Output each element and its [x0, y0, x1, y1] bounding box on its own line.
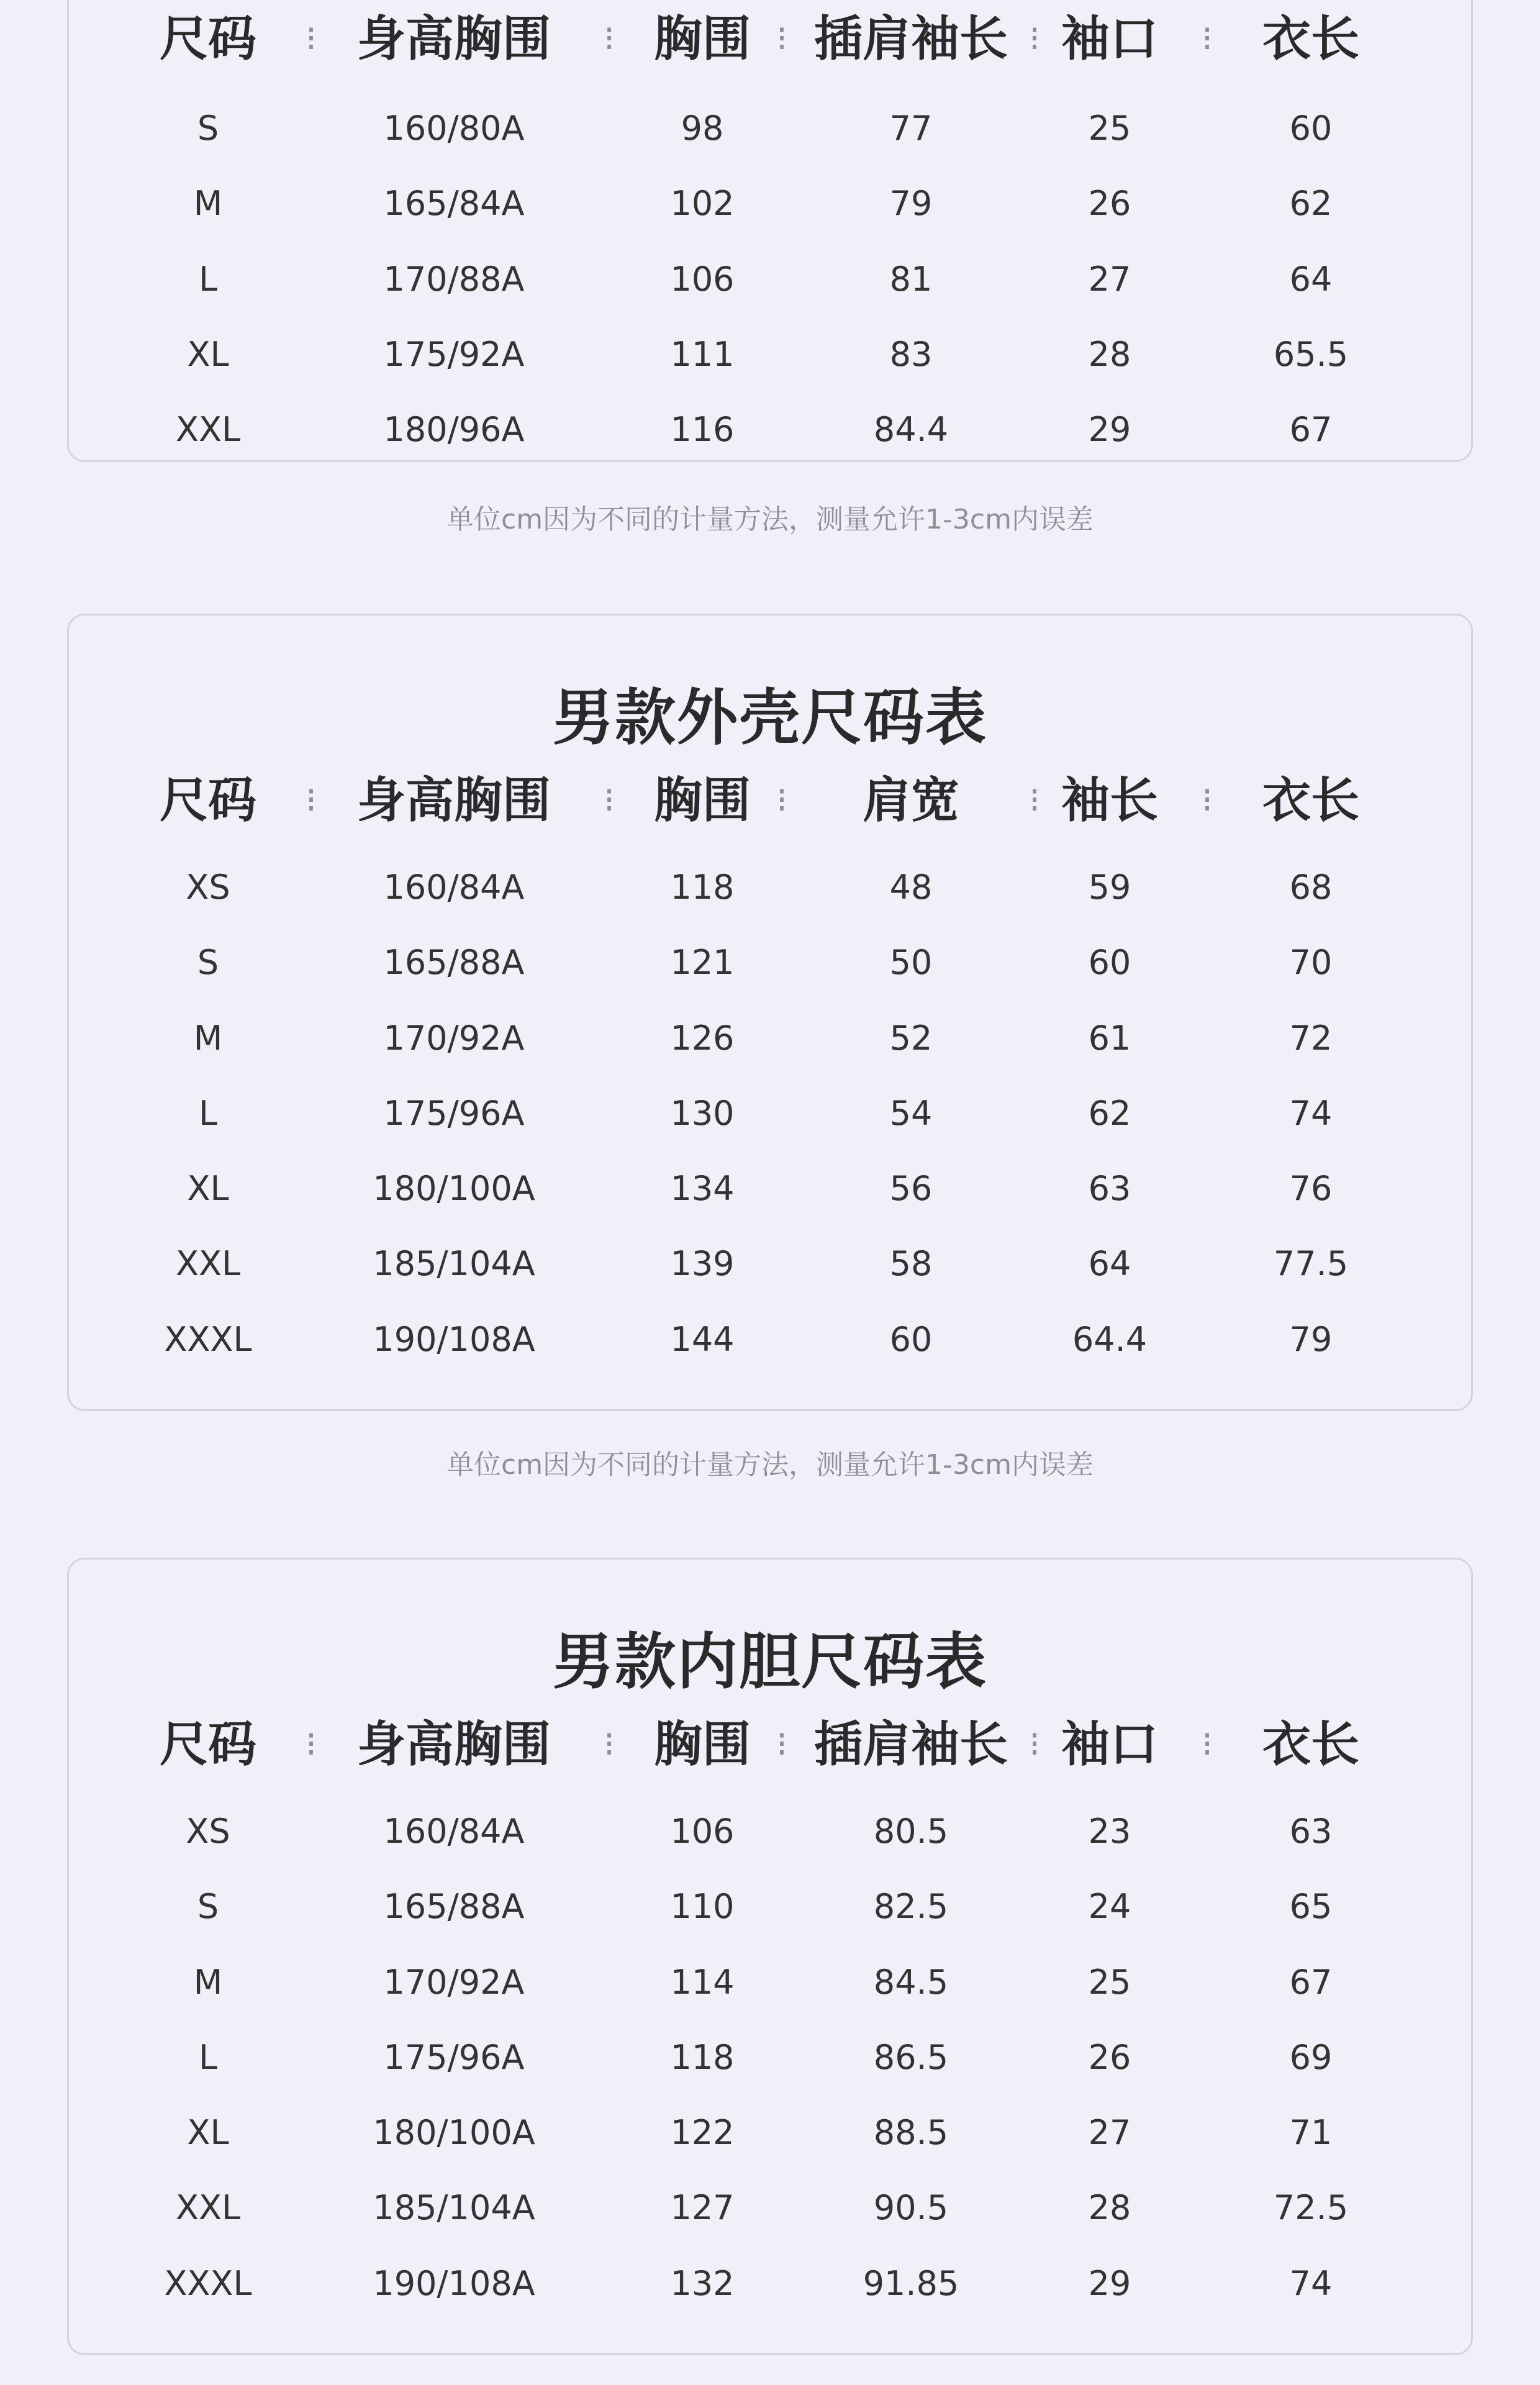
- header-divider: ⁝: [776, 1724, 787, 1765]
- table-cell: 65: [1289, 1887, 1333, 1927]
- table-body: [69, 850, 1471, 1377]
- header-height-chest: 身高胸围: [356, 1717, 551, 1773]
- table-cell: 56: [889, 1169, 933, 1209]
- table-cell: L: [198, 259, 218, 299]
- table-cell: S: [197, 1887, 219, 1927]
- table-cell: 114: [670, 1962, 735, 2002]
- header-chest: 胸围: [653, 773, 751, 829]
- table-cell: 170/88A: [383, 259, 525, 299]
- table-cell: 69: [1289, 2037, 1333, 2077]
- header-chest: 胸围: [653, 11, 751, 67]
- table-cell: 29: [1088, 2263, 1131, 2303]
- table-cell: 116: [670, 410, 735, 450]
- table-cell: 110: [670, 1887, 735, 1927]
- header-shoulder: 肩宽: [862, 773, 960, 829]
- header-size: 尺码: [159, 1717, 257, 1773]
- table-cell: 58: [889, 1244, 933, 1284]
- table-cell: 134: [670, 1169, 735, 1209]
- header-height-chest: 身高胸围: [356, 773, 551, 829]
- table-cell: 71: [1289, 2113, 1333, 2153]
- table-cell: 121: [670, 943, 735, 983]
- table-cell: XXL: [175, 2188, 241, 2228]
- table-cell: 48: [889, 868, 933, 907]
- table-row: [69, 1794, 1471, 1869]
- table-cell: 130: [670, 1093, 735, 1133]
- table-cell: 63: [1289, 1812, 1333, 1851]
- header-height-chest: 身高胸围: [356, 11, 551, 67]
- table-cell: 67: [1289, 1962, 1333, 2002]
- table-cell: XXXL: [164, 2263, 252, 2303]
- table-row: [69, 1001, 1471, 1076]
- header-size: 尺码: [159, 773, 257, 829]
- table-cell: 28: [1088, 2188, 1131, 2228]
- table-cell: 190/108A: [373, 1319, 535, 1359]
- table-cell: 84.4: [873, 410, 949, 450]
- table-cell: 170/92A: [383, 1962, 525, 2002]
- table-cell: XL: [187, 334, 229, 374]
- header-divider: ⁝: [1029, 1724, 1040, 1765]
- table-cell: 175/96A: [383, 1093, 525, 1133]
- header-raglan-sleeve: 插肩袖长: [813, 11, 1008, 67]
- table-body: [69, 91, 1471, 467]
- table-cell: 118: [670, 2037, 735, 2077]
- table-cell: 180/100A: [373, 1169, 535, 1209]
- table-cell: XXL: [175, 1244, 241, 1284]
- header-divider: ⁝: [1202, 780, 1213, 820]
- table-cell: 67: [1289, 410, 1333, 450]
- table-cell: 126: [670, 1018, 735, 1058]
- header-divider: ⁝: [1029, 19, 1040, 59]
- header-divider: ⁝: [306, 1724, 317, 1765]
- table-cell: 175/92A: [383, 334, 525, 374]
- table-cell: 27: [1088, 259, 1131, 299]
- table-cell: XXL: [175, 410, 241, 450]
- table-cell: XL: [187, 2113, 229, 2153]
- table-cell: 86.5: [873, 2037, 949, 2077]
- header-length: 衣长: [1262, 11, 1360, 67]
- table-row: [69, 850, 1471, 925]
- table-cell: 59: [1088, 868, 1131, 907]
- table-cell: 52: [889, 1018, 933, 1058]
- table-cell: 132: [670, 2263, 735, 2303]
- table-cell: 84.5: [873, 1962, 949, 2002]
- table-row: [69, 2246, 1471, 2321]
- table-cell: 64: [1289, 259, 1333, 299]
- size-table-card-1: [67, 0, 1473, 462]
- size-table-card-2: [67, 614, 1473, 1411]
- table-cell: 62: [1088, 1093, 1131, 1133]
- table-cell: 170/92A: [383, 1018, 525, 1058]
- table-cell: 54: [889, 1093, 933, 1133]
- table-row: [69, 166, 1471, 241]
- table-cell: 25: [1088, 109, 1131, 148]
- table-cell: 185/104A: [373, 2188, 535, 2228]
- table-row: [69, 1226, 1471, 1301]
- table-cell: 118: [670, 868, 735, 907]
- table-title: 男款内胆尺码表: [552, 1627, 987, 1697]
- table-cell: XXXL: [164, 1319, 252, 1359]
- table-cell: 25: [1088, 1962, 1131, 2002]
- table-cell: 72.5: [1273, 2188, 1349, 2228]
- table-row: [69, 2170, 1471, 2245]
- table-row: [69, 242, 1471, 317]
- table-cell: 50: [889, 943, 933, 983]
- table-cell: 165/88A: [383, 943, 525, 983]
- header-length: 衣长: [1262, 773, 1360, 829]
- table-cell: 102: [670, 184, 735, 224]
- table-cell: 106: [670, 1812, 735, 1851]
- header-cuff: 袖口: [1061, 1717, 1159, 1773]
- table-cell: M: [193, 1962, 223, 2002]
- table-cell: 98: [681, 109, 724, 148]
- table-title: 男款外壳尺码表: [552, 683, 987, 753]
- table-row: [69, 1302, 1471, 1377]
- table-cell: 65.5: [1273, 334, 1349, 374]
- table-cell: L: [198, 2037, 218, 2077]
- header-divider: ⁝: [1029, 780, 1040, 820]
- table-cell: 81: [889, 259, 933, 299]
- table-header-row: [69, 2, 1471, 76]
- table-cell: 62: [1289, 184, 1333, 224]
- table-cell: 26: [1088, 2037, 1131, 2077]
- table-cell: XS: [186, 1812, 230, 1851]
- header-divider: ⁝: [306, 19, 317, 59]
- table-cell: 160/84A: [383, 868, 525, 907]
- table-cell: 23: [1088, 1812, 1131, 1851]
- table-cell: 180/96A: [383, 410, 525, 450]
- table-cell: 29: [1088, 410, 1131, 450]
- table-cell: 77: [889, 109, 933, 148]
- table-row: [69, 925, 1471, 1000]
- table-row: [69, 91, 1471, 166]
- size-table-card-3: [67, 1558, 1473, 2355]
- header-divider: ⁝: [604, 19, 615, 59]
- table-cell: 74: [1289, 1093, 1333, 1133]
- header-divider: ⁝: [1202, 19, 1213, 59]
- table-cell: 91.85: [863, 2263, 959, 2303]
- table-cell: 82.5: [873, 1887, 949, 1927]
- table-body: [69, 1794, 1471, 2321]
- table-cell: 76: [1289, 1169, 1333, 1209]
- table-cell: XL: [187, 1169, 229, 1209]
- header-raglan-sleeve: 插肩袖长: [813, 1717, 1008, 1773]
- table-cell: 122: [670, 2113, 735, 2153]
- header-divider: ⁝: [776, 780, 787, 820]
- table-header-row: [69, 1707, 1471, 1782]
- table-cell: 60: [1289, 109, 1333, 148]
- table-cell: 77.5: [1273, 1244, 1349, 1284]
- table-cell: 160/84A: [383, 1812, 525, 1851]
- header-size: 尺码: [159, 11, 257, 67]
- header-divider: ⁝: [604, 780, 615, 820]
- table-cell: 160/80A: [383, 109, 525, 148]
- table-cell: 26: [1088, 184, 1131, 224]
- table-cell: M: [193, 1018, 223, 1058]
- header-divider: ⁝: [306, 780, 317, 820]
- table-cell: 64.4: [1072, 1319, 1148, 1359]
- table-row: [69, 392, 1471, 467]
- table-cell: 79: [889, 184, 933, 224]
- header-cuff: 袖口: [1061, 11, 1159, 67]
- table-cell: M: [193, 184, 223, 224]
- table-row: [69, 1076, 1471, 1151]
- table-cell: 127: [670, 2188, 735, 2228]
- table-cell: 190/108A: [373, 2263, 535, 2303]
- table-cell: 90.5: [873, 2188, 949, 2228]
- table-cell: 83: [889, 334, 933, 374]
- table-cell: 24: [1088, 1887, 1131, 1927]
- table-cell: 139: [670, 1244, 735, 1284]
- table-cell: 28: [1088, 334, 1131, 374]
- table-cell: 70: [1289, 943, 1333, 983]
- table-cell: 74: [1289, 2263, 1333, 2303]
- table-row: [69, 317, 1471, 392]
- table-cell: 60: [1088, 943, 1131, 983]
- table-cell: 165/88A: [383, 1887, 525, 1927]
- table-header-row: [69, 763, 1471, 838]
- table-cell: 88.5: [873, 2113, 949, 2153]
- table-cell: XS: [186, 868, 230, 907]
- measurement-footnote: 单位cm因为不同的计量方法，测量允许1-3cm内误差: [446, 504, 1094, 535]
- table-row: [69, 1945, 1471, 2020]
- header-divider: ⁝: [776, 19, 787, 59]
- table-cell: S: [197, 943, 219, 983]
- table-cell: 175/96A: [383, 2037, 525, 2077]
- header-divider: ⁝: [1202, 1724, 1213, 1765]
- measurement-footnote: 单位cm因为不同的计量方法，测量允许1-3cm内误差: [446, 1449, 1094, 1481]
- table-cell: S: [197, 109, 219, 148]
- header-divider: ⁝: [604, 1724, 615, 1765]
- table-cell: 64: [1088, 1244, 1131, 1284]
- header-sleeve: 袖长: [1061, 773, 1159, 829]
- table-cell: 165/84A: [383, 184, 525, 224]
- table-row: [69, 1151, 1471, 1226]
- header-chest: 胸围: [653, 1717, 751, 1773]
- table-cell: 68: [1289, 868, 1333, 907]
- table-cell: 72: [1289, 1018, 1333, 1058]
- table-row: [69, 1869, 1471, 1944]
- table-row: [69, 2095, 1471, 2170]
- table-cell: 61: [1088, 1018, 1131, 1058]
- table-cell: 60: [889, 1319, 933, 1359]
- table-cell: 27: [1088, 2113, 1131, 2153]
- table-cell: L: [198, 1093, 218, 1133]
- table-cell: 80.5: [873, 1812, 949, 1851]
- table-cell: 79: [1289, 1319, 1333, 1359]
- table-cell: 106: [670, 259, 735, 299]
- table-cell: 111: [670, 334, 735, 374]
- header-length: 衣长: [1262, 1717, 1360, 1773]
- table-row: [69, 2020, 1471, 2095]
- table-cell: 180/100A: [373, 2113, 535, 2153]
- table-cell: 63: [1088, 1169, 1131, 1209]
- table-cell: 144: [670, 1319, 735, 1359]
- table-cell: 185/104A: [373, 1244, 535, 1284]
